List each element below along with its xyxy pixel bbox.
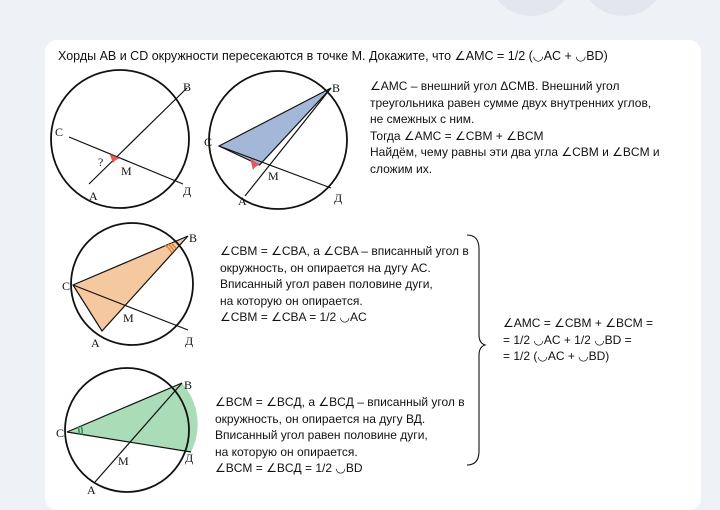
step1-line: Тогда ∠AMC = ∠CBM + ∠BCM xyxy=(370,128,544,143)
label-b-2: В xyxy=(332,81,341,95)
conclusion-line: = 1/2 (◡AC + ◡BD) xyxy=(503,349,610,363)
step1-line: треугольника равен сумме двух внутренних углов, xyxy=(370,95,652,110)
label-a-3: А xyxy=(91,336,100,350)
label-a-2: А xyxy=(238,194,247,208)
conclusion-text xyxy=(503,315,653,365)
figure-2 xyxy=(204,71,347,209)
step2-line: ∠CBM = ∠CBA = 1/2 ◡AC xyxy=(220,310,367,324)
label-m-3: М xyxy=(123,311,134,325)
label-d-3: Д xyxy=(185,334,194,348)
label-b-1: В xyxy=(183,80,192,94)
step2-line: ∠CBM = ∠CBA, а ∠CBA – вписанный угол в xyxy=(220,244,469,258)
step2-text xyxy=(220,243,469,326)
label-c-4: С xyxy=(56,426,65,440)
step3-line: окружность, он опирается на дугу ВД. xyxy=(215,411,426,426)
step3-text xyxy=(215,394,465,477)
step1-line: Найдём, чему равны эти два угла ∠CBM и ∠BCM и xyxy=(370,145,660,159)
step1-line: не смежных с ним. xyxy=(370,112,475,126)
step1-line: сложим их. xyxy=(370,161,433,176)
label-question-1: ? xyxy=(98,155,104,169)
step1-line: ∠AMC – внешний угол ΔCMB. Внешний угол xyxy=(370,79,620,93)
decor-bubble-right xyxy=(580,0,666,16)
step2-line: Вписанный угол равен половине дуги, xyxy=(220,277,433,291)
label-a-4: А xyxy=(87,483,96,497)
label-b-4: В xyxy=(184,378,193,392)
step3-line: ∠BCM = ∠BCД = 1/2 ◡BD xyxy=(215,461,363,475)
label-b-3: В xyxy=(189,231,198,245)
label-c-2: С xyxy=(204,135,213,149)
step3-line: на которую он опирается. xyxy=(215,444,358,459)
conclusion-line: ∠AMC = ∠CBM + ∠BCM = xyxy=(503,316,653,330)
figure-3 xyxy=(62,223,197,350)
step2-line: на которую он опирается. xyxy=(220,293,363,308)
step3-line: ∠BCM = ∠BCД, а ∠BCД – вписанный угол в xyxy=(215,395,465,409)
curly-brace xyxy=(467,235,485,465)
label-d-1: Д xyxy=(183,184,192,198)
decor-bubble-left xyxy=(488,0,574,16)
content-card xyxy=(45,40,701,510)
chord-ab-1 xyxy=(89,88,187,184)
label-d-4: Д xyxy=(185,451,194,465)
label-m-4: М xyxy=(118,454,129,468)
label-m-1: М xyxy=(121,164,132,178)
step2-line: окружность, он опирается на дугу АС. xyxy=(220,260,431,275)
figure-4 xyxy=(56,368,198,497)
label-a-1: А xyxy=(89,189,98,203)
figure-1 xyxy=(51,70,191,208)
label-d-2: Д xyxy=(334,191,343,205)
step3-line: Вписанный угол равен половине дуги, xyxy=(215,428,428,442)
conclusion-line: = 1/2 ◡AC + 1/2 ◡BD = xyxy=(503,332,632,347)
problem-statement: Хорды АВ и CD окружности пересекаются в точке М. Докажите, что ∠AMC = 1/2 (◡AC + ◡BD) xyxy=(58,49,608,63)
label-m-2: М xyxy=(268,169,279,183)
circle-1 xyxy=(51,70,192,208)
step1-text xyxy=(370,78,660,177)
label-c-1: С xyxy=(55,125,64,139)
label-c-3: С xyxy=(62,279,71,293)
